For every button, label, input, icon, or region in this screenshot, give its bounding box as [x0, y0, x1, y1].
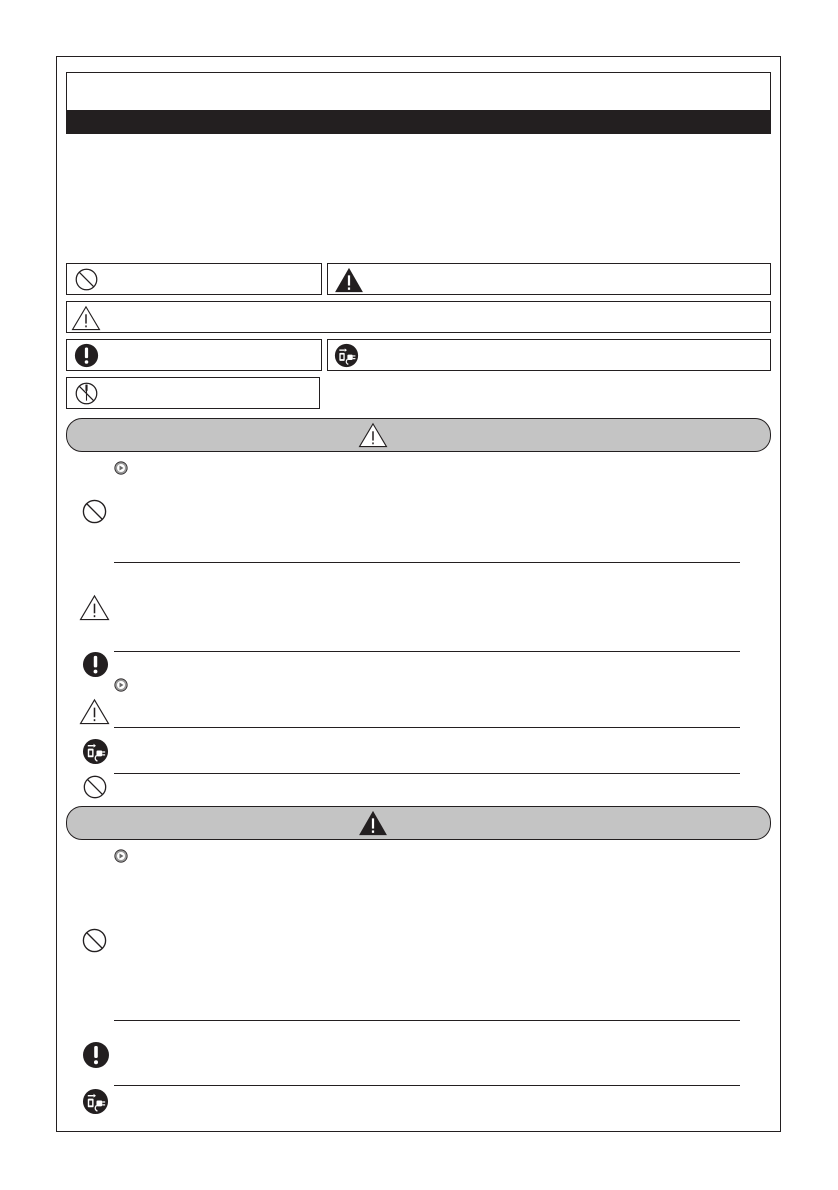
- legend-caution: [66, 301, 771, 333]
- mandatory-icon: [74, 343, 99, 368]
- prohibition-icon: [81, 927, 108, 954]
- caution-outline-icon: [79, 594, 110, 621]
- caution-outline-icon: [79, 698, 110, 725]
- legend-mandatory: [66, 339, 322, 371]
- section-banner-caution: [66, 418, 771, 452]
- divider: [114, 1020, 740, 1021]
- mandatory-icon: [82, 1041, 110, 1069]
- legend-warning: [327, 263, 771, 295]
- section-banner-warning: [66, 806, 771, 840]
- unplug-icon: [82, 1088, 109, 1115]
- legend-no-disassembly: [66, 377, 320, 409]
- page-frame: [56, 56, 781, 1132]
- legend-unplug: [327, 339, 771, 371]
- no-disassembly-icon: [74, 381, 99, 406]
- title-bar: [66, 110, 771, 134]
- prohibition-icon: [82, 774, 108, 800]
- prohibition-icon: [74, 267, 99, 292]
- warning-filled-icon: [357, 810, 389, 836]
- unplug-icon: [334, 343, 359, 368]
- bullet-icon: [114, 678, 128, 692]
- divider: [114, 562, 740, 563]
- warning-filled-icon: [334, 267, 364, 293]
- divider: [114, 651, 740, 652]
- legend-prohibited: [66, 263, 322, 295]
- bullet-icon: [114, 849, 128, 863]
- unplug-icon: [82, 738, 109, 765]
- bullet-icon: [114, 461, 128, 475]
- prohibition-icon: [81, 498, 108, 525]
- caution-outline-icon: [71, 305, 101, 331]
- divider: [114, 727, 740, 728]
- divider: [114, 1085, 740, 1086]
- divider: [114, 773, 740, 774]
- caution-outline-icon: [357, 422, 389, 448]
- mandatory-icon: [82, 651, 109, 678]
